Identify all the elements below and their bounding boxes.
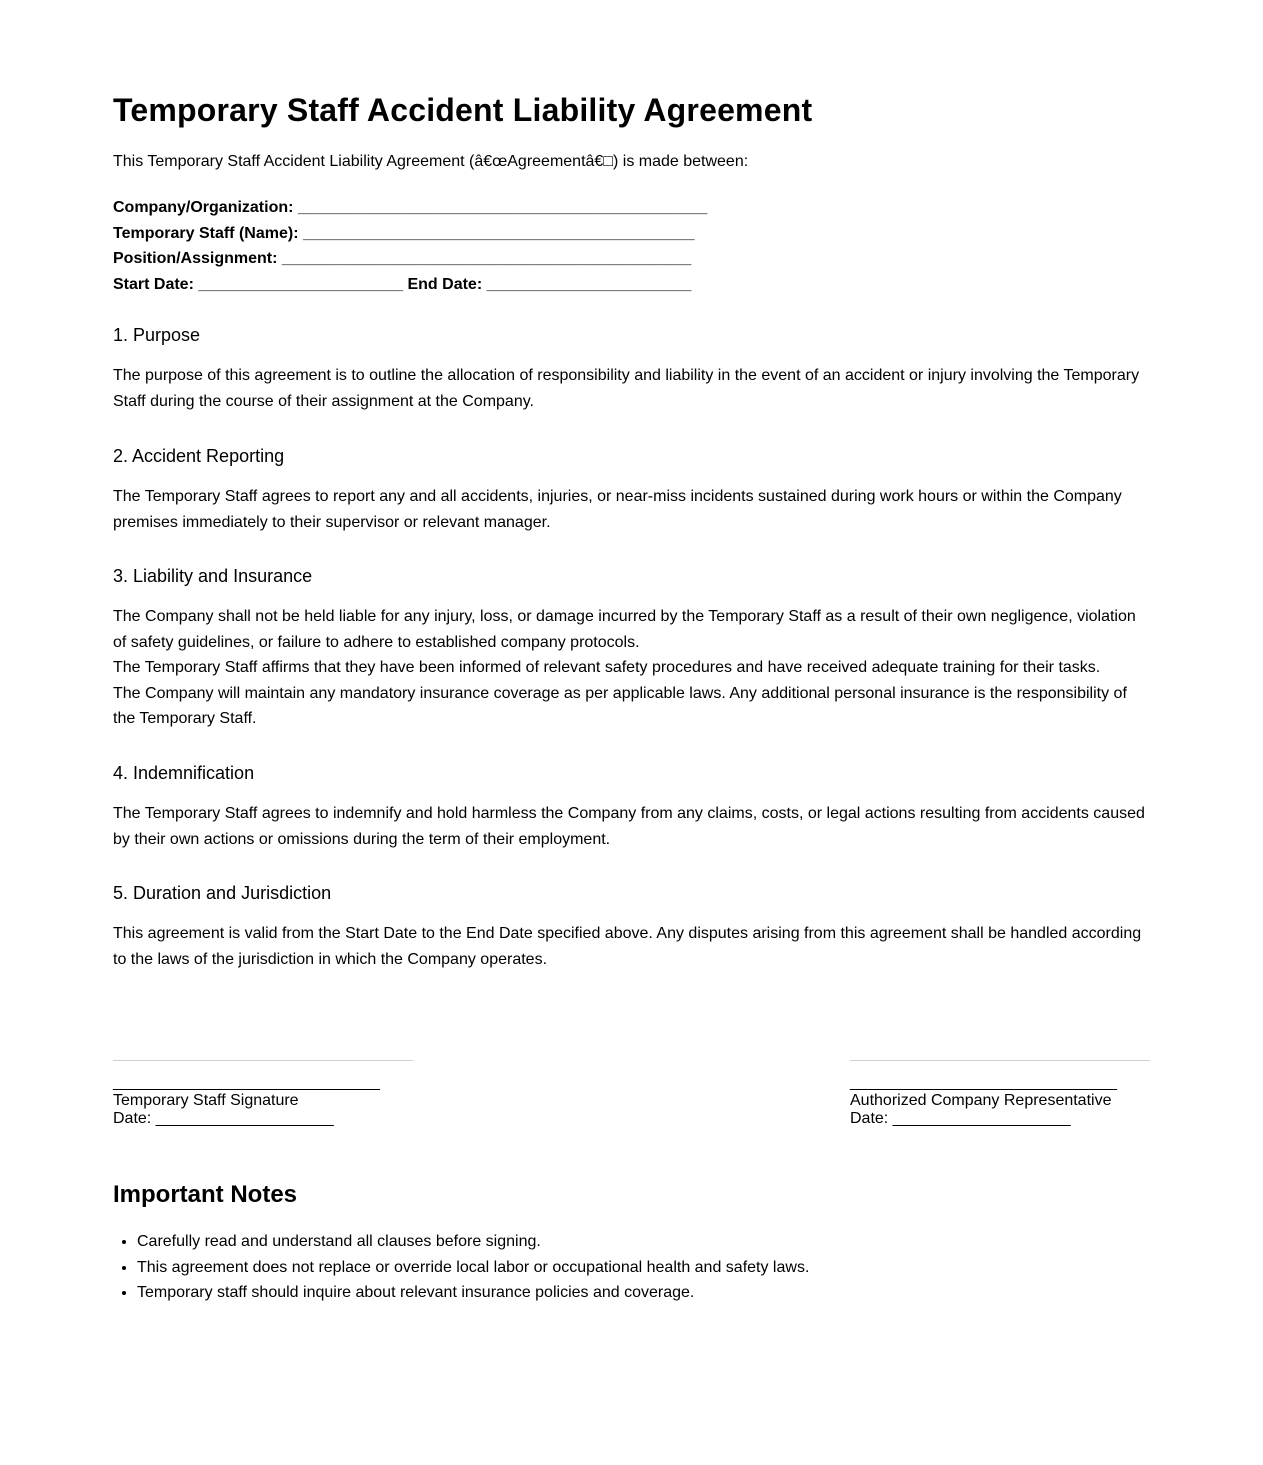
party-fields bbox=[113, 195, 707, 297]
section-paragraph: The Temporary Staff agrees to indemnify and hold harmless the Company from any claims, costs, or legal actions resulting from accidents caused by their own actions or omissions during the term of their employment. bbox=[113, 805, 1145, 848]
notes-title: Important Notes bbox=[113, 1181, 298, 1208]
list-item: • Carefully read and understand all clauses before signing. bbox=[137, 1229, 809, 1255]
section-duration-jurisdiction bbox=[113, 882, 1150, 972]
section-heading: 2. Accident Reporting bbox=[113, 446, 285, 466]
section-heading: 3. Liability and Insurance bbox=[113, 566, 313, 586]
section-heading: 1. Purpose bbox=[113, 325, 201, 345]
company-label: Company/Organization: bbox=[113, 199, 294, 216]
section-paragraph: The Company shall not be held liable for any injury, loss, or damage incurred by the Temporary Staff as a result of their own negligence, violation of safety guidelines, or failure to adhere to established company protocols. bbox=[113, 608, 1136, 651]
signature-divider bbox=[113, 1060, 413, 1061]
start-date-label: Start Date: bbox=[113, 275, 194, 293]
staff-name-field bbox=[113, 221, 707, 247]
section-purpose bbox=[113, 324, 1150, 414]
intro-text: This Temporary Staff Accident Liability Agreement (â€œAgreementâ€□) is made between: bbox=[113, 153, 749, 170]
section-heading: 4. Indemnification bbox=[113, 763, 255, 783]
company-signature-line: ______________________________ bbox=[850, 1074, 1117, 1091]
company-blank-line: ______________________________________________ bbox=[297, 199, 708, 216]
section-heading: 5. Duration and Jurisdiction bbox=[113, 883, 332, 903]
section-paragraph: The purpose of this agreement is to outline the allocation of responsibility and liability in the event of an accident or injury involving the Temporary Staff during the course of their assignment at the Company. bbox=[113, 367, 1140, 410]
staff-name-label: Temporary Staff (Name): bbox=[113, 224, 299, 242]
notes-list bbox=[113, 1229, 809, 1306]
staff-signature-line: ______________________________ bbox=[113, 1074, 380, 1091]
section-paragraph: The Temporary Staff affirms that they have been informed of relevant safety procedures and have received adequate training for their tasks. bbox=[113, 659, 1101, 676]
list-item: • Temporary staff should inquire about relevant insurance policies and coverage. bbox=[137, 1280, 809, 1306]
company-signature-block bbox=[850, 1060, 1150, 1128]
position-label: Position/Assignment: bbox=[113, 250, 278, 267]
page-title: Temporary Staff Accident Liability Agreement bbox=[113, 92, 813, 128]
section-paragraph: The Temporary Staff agrees to report any and all accidents, injuries, or near-miss incidents sustained during work hours or within the Company premises immediately to their supervisor or relevant manager. bbox=[113, 488, 1122, 531]
section-paragraph: The Company will maintain any mandatory insurance coverage as per applicable laws. Any additional personal insurance is the responsibility of the Temporary Staff. bbox=[113, 684, 1127, 727]
position-blank-line: ______________________________________________ bbox=[281, 250, 692, 267]
company-field bbox=[113, 195, 707, 221]
staff-signature-block bbox=[113, 1060, 413, 1128]
start-date-blank-line: _______________________ bbox=[198, 275, 404, 293]
dates-field bbox=[113, 272, 707, 298]
signature-divider bbox=[850, 1060, 1150, 1061]
staff-signature-date: Date: ____________________ bbox=[113, 1110, 334, 1127]
end-date-blank-line: _______________________ bbox=[486, 275, 692, 293]
end-date-label: End Date: bbox=[407, 275, 483, 293]
section-paragraph: This agreement is valid from the Start Date to the End Date specified above. Any disputes arising from this agreement shall be handled according to the laws of the jurisdiction in which the Company operates. bbox=[113, 925, 1142, 968]
section-accident-reporting bbox=[113, 445, 1150, 535]
company-signature-label: Authorized Company Representative bbox=[850, 1092, 1112, 1109]
staff-signature-label: Temporary Staff Signature bbox=[113, 1092, 299, 1109]
company-signature-date: Date: ____________________ bbox=[850, 1110, 1071, 1127]
list-item: • This agreement does not replace or override local labor or occupational health and safety laws. bbox=[137, 1255, 809, 1281]
staff-name-blank-line: ____________________________________________ bbox=[302, 224, 695, 242]
section-liability-insurance bbox=[113, 565, 1150, 732]
position-field bbox=[113, 246, 707, 272]
section-indemnification bbox=[113, 762, 1150, 852]
